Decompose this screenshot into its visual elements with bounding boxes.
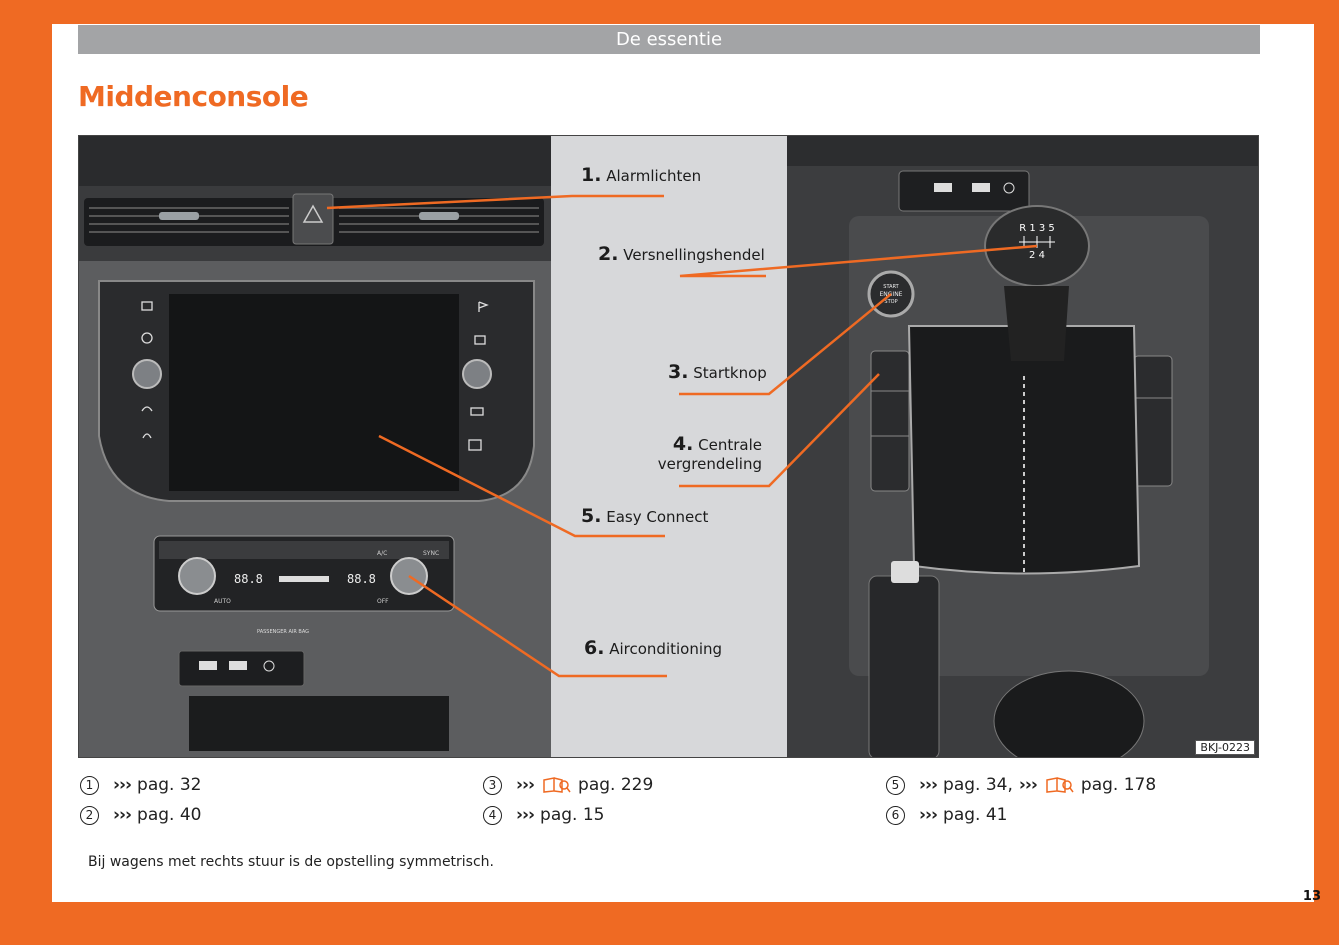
ref-arrows: ›››	[1018, 775, 1037, 795]
ref-arrows: ›››	[516, 775, 535, 795]
ref-link[interactable]: pag. 178	[1080, 775, 1157, 795]
easy-connect-screen	[169, 294, 459, 491]
ref-6	[886, 805, 1007, 825]
passenger-airbag-label: PASSENGER AIR BAG	[257, 629, 310, 635]
ref-circle: 2	[80, 806, 99, 825]
callout-num: 2.	[598, 243, 619, 265]
ref-link[interactable]: pag. 229	[578, 775, 654, 795]
ref-circle: 4	[483, 806, 502, 825]
handbrake	[869, 576, 939, 758]
right-button-column	[1134, 356, 1172, 486]
ref-2	[80, 805, 201, 825]
tune-knob	[463, 360, 491, 388]
ref-link[interactable]: pag. 32	[137, 775, 202, 795]
callout-alarmlichten	[581, 164, 701, 186]
off-label: OFF	[377, 598, 389, 605]
hazard-button	[293, 194, 333, 244]
image-code: BKJ-0223	[1195, 740, 1255, 755]
callout-label: Startknop	[693, 364, 767, 382]
ref-link[interactable]: pag. 40	[137, 805, 202, 825]
usb-panel-right	[899, 171, 1029, 211]
sync-label: SYNC	[423, 550, 440, 557]
ref-circle: 5	[886, 776, 905, 795]
ref-arrows: ›››	[919, 775, 938, 795]
left-button-column	[871, 351, 909, 491]
svg-text:ENGINE: ENGINE	[879, 291, 903, 298]
ref-arrows: ›››	[919, 805, 938, 825]
svg-text:STOP: STOP	[884, 299, 898, 305]
callout-label: Easy Connect	[606, 508, 709, 526]
ref-arrows: ›››	[113, 775, 132, 795]
climate-temp-right: 88.8	[347, 572, 376, 586]
footnote: Bij wagens met rechts stuur is de opstelling symmetrisch.	[88, 854, 494, 870]
ref-link[interactable]: pag. 34,	[943, 775, 1013, 795]
ref-1	[80, 775, 201, 795]
callout-startknop	[668, 361, 767, 383]
auto-label: AUTO	[214, 598, 231, 605]
ref-arrows: ›››	[516, 805, 535, 825]
book-search-icon	[1045, 776, 1075, 794]
callout-num: 3.	[668, 361, 689, 383]
page-title: Middenconsole	[78, 80, 309, 113]
ref-5	[886, 775, 1156, 795]
ref-arrows: ›››	[113, 805, 132, 825]
ref-link[interactable]: pag. 41	[943, 805, 1008, 825]
console-photo	[78, 135, 1259, 758]
climate-temp-left: 88.8	[234, 572, 263, 586]
ref-4	[483, 805, 604, 825]
callout-num: 5.	[581, 505, 602, 527]
callout-versnellingshendel	[598, 243, 765, 265]
callout-num: 1.	[581, 164, 602, 186]
section-header: De essentie	[78, 25, 1260, 54]
ac-label: A/C	[377, 550, 388, 557]
ref-link[interactable]: pag. 15	[540, 805, 605, 825]
ref-3	[483, 775, 653, 795]
callout-label: Airconditioning	[609, 640, 723, 658]
volume-knob	[133, 360, 161, 388]
callout-centrale-vergrendeling	[657, 433, 762, 473]
callout-label: Centrale	[698, 436, 762, 454]
temp-knob-left	[179, 558, 215, 594]
callout-airconditioning	[584, 637, 722, 659]
callout-label: Versnellingshendel	[623, 246, 765, 264]
callout-label-line2: vergrendeling	[657, 455, 762, 473]
callout-label: Alarmlichten	[606, 167, 702, 185]
callout-num: 6.	[584, 637, 605, 659]
ref-circle: 6	[886, 806, 905, 825]
book-search-icon	[542, 776, 572, 794]
callout-easy-connect	[581, 505, 708, 527]
ref-circle: 1	[80, 776, 99, 795]
svg-text:START: START	[883, 284, 899, 290]
gear-pattern-top: R 1 3 5	[1019, 223, 1055, 234]
ref-circle: 3	[483, 776, 502, 795]
callout-num: 4.	[672, 433, 694, 455]
gear-pattern-bottom: 2 4	[1029, 250, 1045, 261]
page-number: 13	[1302, 889, 1321, 904]
